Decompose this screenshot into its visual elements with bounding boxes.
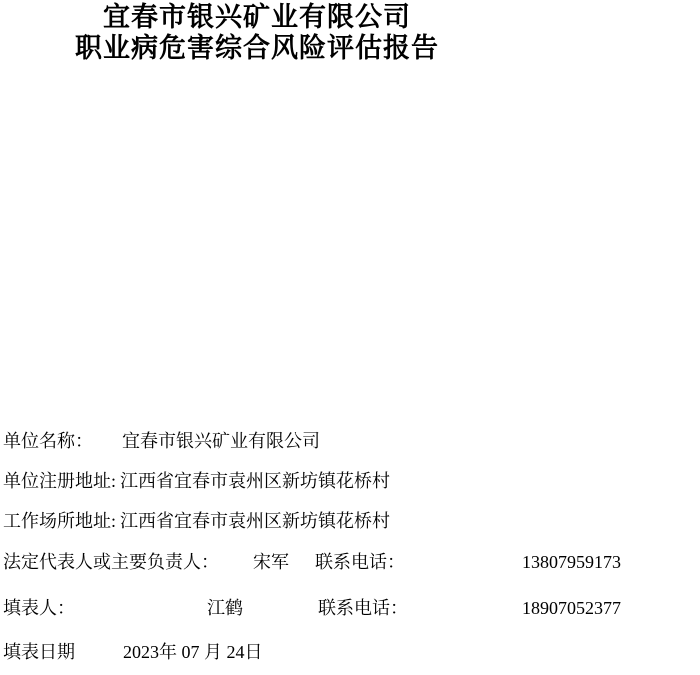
form-filler-phone-value: 18907052377 [522,598,621,618]
fill-date-label: 填表日期 [3,642,75,662]
unit-name-value: 宜春市银兴矿业有限公司 [122,431,320,451]
field-row-form-filler [0,597,700,619]
report-title-line2: 职业病危害综合风险评估报告 [75,33,439,63]
unit-name-label: 单位名称： [3,431,93,451]
legal-representative-value: 宋军 [253,552,289,572]
form-filler-value: 江鹤 [207,598,243,618]
registered-address-value: 江西省宜春市袁州区新坊镇花桥村 [120,471,390,491]
workplace-address-value: 江西省宜春市袁州区新坊镇花桥村 [120,511,390,531]
field-row-workplace-address [0,510,700,532]
fill-date-value: 2023年 07 月 24日 [123,642,263,662]
field-row-unit-name [0,430,700,452]
field-row-legal-representative [0,551,700,573]
report-title [0,2,514,64]
field-row-fill-date [0,641,700,663]
field-row-registered-address [0,470,700,492]
legal-representative-phone-label: 联系电话： [315,552,405,572]
form-filler-label: 填表人： [3,598,75,618]
registered-address-label: 单位注册地址: [3,471,117,491]
workplace-address-label: 工作场所地址: [3,511,117,531]
legal-representative-phone-value: 13807959173 [522,552,621,572]
form-filler-phone-label: 联系电话： [318,598,408,618]
report-title-line1: 宜春市银兴矿业有限公司 [103,2,411,32]
legal-representative-label: 法定代表人或主要负责人： [3,552,219,572]
